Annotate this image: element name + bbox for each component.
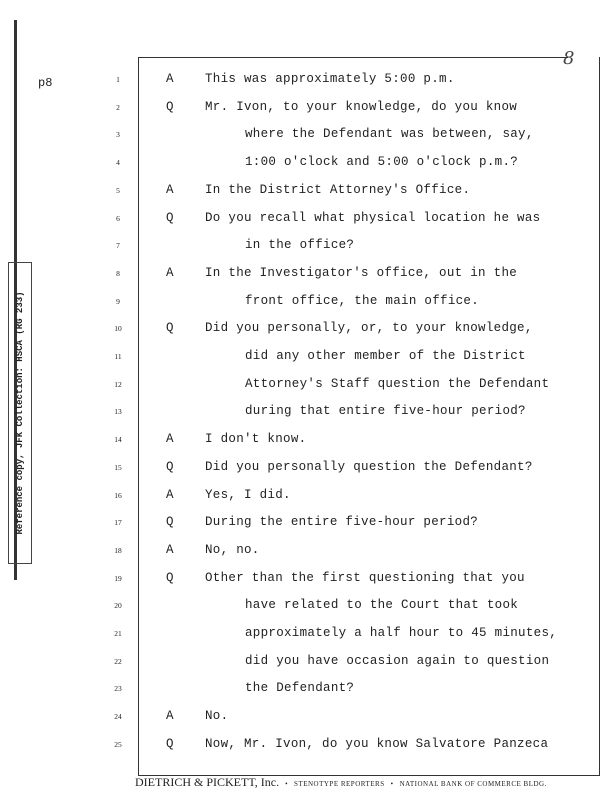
transcript-line [0,155,612,175]
transcript-line [0,571,612,591]
transcript-line [0,488,612,508]
line-number: 14 [114,435,122,445]
transcript-line [0,460,612,480]
line-text: approximately a half hour to 45 minutes, [245,626,558,640]
speaker: A [166,709,174,724]
line-text: Did you personally question the Defendant? [205,459,533,474]
speaker: Q [166,210,174,225]
line-number: 20 [114,601,122,611]
transcript-line [0,654,612,674]
line-text: In the Investigator's office, out in the [205,265,518,280]
footer-firm: DIETRICH & PICKETT, Inc. [135,775,280,789]
line-text: In the District Attorney's Office. [205,182,471,197]
speaker: Q [166,570,174,585]
line-number: 16 [114,490,122,500]
transcript-line [0,404,612,424]
line-text: No, no. [205,542,260,557]
line-text: Mr. Ivon, to your knowledge, do you know [205,99,518,114]
line-number: 13 [114,407,122,417]
line-number: 1 [116,75,120,84]
line-text: the Defendant? [245,681,355,696]
line-text: Now, Mr. Ivon, do you know Salvatore Panzeca [205,736,549,751]
transcript-line [0,211,612,231]
line-number: 5 [116,185,120,195]
speaker: Q [166,321,174,336]
line-number: 15 [114,462,122,472]
line-text: During the entire five-hour period? [205,515,479,530]
transcript-line [0,377,612,397]
line-text: where the Defendant was between, say, [245,127,534,142]
line-text: in the office? [245,238,355,253]
speaker: A [166,182,174,197]
speaker: A [166,432,174,447]
line-text: Yes, I did. [205,487,291,502]
handwritten-page-number: 8 [563,48,575,69]
speaker: A [166,487,174,502]
transcript-line [0,321,612,341]
transcript-line [0,349,612,369]
line-text: have related to the Court that took [245,598,519,613]
speaker: Q [166,515,174,530]
footer-address: NATIONAL BANK OF COMMERCE BLDG. [399,780,547,788]
line-text: did you have occasion again to question [245,653,550,668]
line-number: 6 [116,213,120,223]
line-number: 17 [114,518,122,528]
transcript-line [0,127,612,147]
transcript-line [0,238,612,258]
line-text: 1:00 o'clock and 5:00 o'clock p.m.? [245,155,519,170]
line-text: Attorney's Staff question the Defendant [245,376,550,391]
line-text: Did you personally, or, to your knowledge, [205,321,533,336]
line-number: 11 [114,352,122,361]
line-number: 9 [116,296,120,306]
line-number: 18 [114,545,122,555]
line-number: 2 [116,102,120,112]
transcript-line [0,183,612,203]
line-text: during that entire five-hour period? [245,404,526,419]
speaker: A [166,72,174,86]
line-number: 8 [116,268,120,278]
page-reference: p8 [38,76,53,90]
line-text: Do you recall what physical location he was [205,210,541,225]
transcript-line [0,432,612,452]
footer: DIETRICH & PICKETT, Inc. • STENOTYPE REPORTERS • NATIONAL BANK OF COMMERCE BLDG. [135,775,547,789]
line-text: Other than the first questioning that you [205,570,525,585]
transcript-line [0,681,612,701]
transcript-line [0,709,612,729]
transcript-line [0,72,612,92]
speaker: Q [166,736,174,751]
transcript-border-top [138,57,568,58]
speaker: A [166,542,174,557]
transcript-line [0,515,612,535]
transcript-line [0,294,612,314]
line-number: 21 [114,629,122,638]
line-text: This was approximately 5:00 p.m. [205,72,455,86]
line-number: 3 [116,130,120,140]
transcript-line [0,626,612,646]
line-number: 24 [114,712,122,722]
line-number: 4 [116,158,120,168]
line-text: No. [205,709,229,724]
speaker: Q [166,459,174,474]
transcript-line [0,266,612,286]
line-number: 10 [114,324,122,334]
line-number: 12 [114,379,122,389]
speaker: A [166,265,174,280]
transcript-line [0,100,612,120]
line-text: did any other member of the District [245,349,526,363]
line-text: front office, the main office. [245,293,480,308]
line-text: I don't know. [205,432,307,447]
line-number: 7 [116,241,120,251]
line-number: 23 [114,684,122,694]
line-number: 19 [114,573,122,583]
line-number: 25 [114,739,122,749]
archive-stamp-text: Reference copy, JFK Collection: HSCA (RG 233) [15,291,25,535]
footer-service: STENOTYPE REPORTERS [294,780,385,788]
line-number: 22 [114,656,122,666]
transcript-line [0,737,612,757]
transcript-line [0,543,612,563]
transcript-line [0,598,612,618]
speaker: Q [166,99,174,114]
